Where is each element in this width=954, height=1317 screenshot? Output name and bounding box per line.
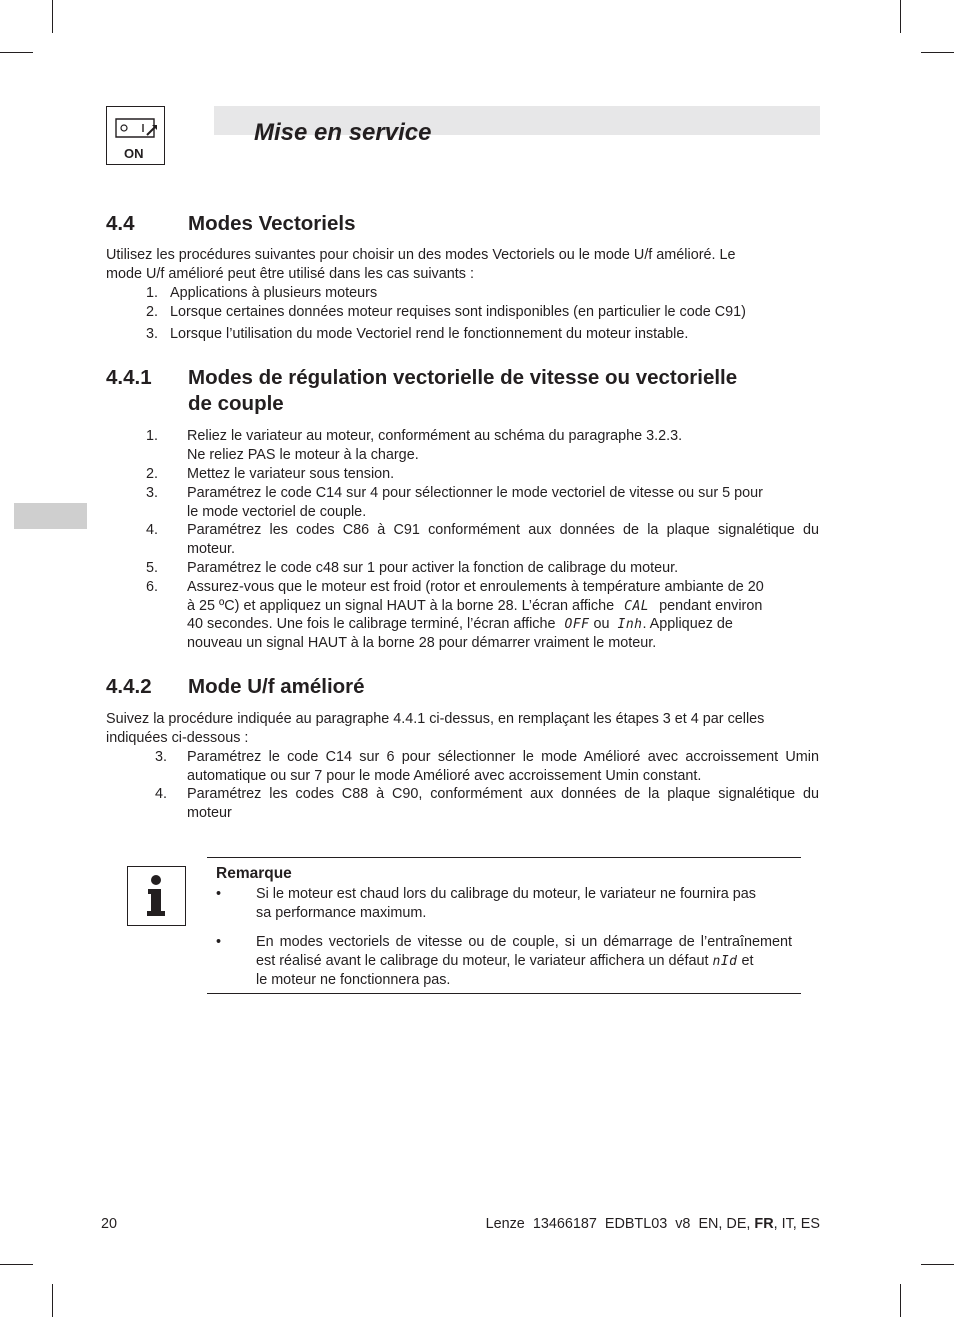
current-language: FR (754, 1216, 774, 1232)
paragraph-line: mode U/f amélioré peut être utilisé dans les cas suivants : (106, 266, 474, 282)
info-icon (127, 866, 186, 926)
bullet: • (216, 934, 222, 950)
languages: , IT, ES (773, 1216, 820, 1232)
crop-mark (52, 1284, 53, 1317)
crop-mark (921, 52, 954, 53)
step-number: 5. (146, 560, 159, 576)
section-number: 4.4.1 (106, 366, 152, 389)
step-text: Paramétrez le code C14 sur 4 pour sélectionner le mode vectoriel de vitesse ou sur 5 pour (187, 485, 763, 501)
crop-mark (0, 52, 33, 53)
brand: Lenze (485, 1216, 525, 1232)
crop-mark (921, 1264, 954, 1265)
step-text: Paramétrez les codes C88 à C90, conformément aux données de la plaque signalétique du (187, 786, 819, 802)
side-tab (14, 503, 87, 529)
power-switch-icon (106, 106, 165, 165)
version: v8 (675, 1216, 691, 1232)
paragraph-line: indiquées ci-dessous : (106, 730, 249, 746)
section-title: Mode U/f amélioré (188, 675, 365, 698)
edition: EDBTL03 (604, 1216, 668, 1232)
page-title: Mise en service (254, 119, 432, 146)
section-number: 4.4.2 (106, 675, 152, 698)
page-number: 20 (101, 1216, 118, 1232)
note-title: Remarque (216, 865, 292, 882)
step-number: 2. (146, 466, 159, 482)
step-text: Ne reliez PAS le moteur à la charge. (187, 447, 419, 463)
bullet: • (216, 886, 222, 902)
crop-mark (900, 0, 901, 33)
note-text: et (741, 953, 754, 969)
step-text: Paramétrez les codes C86 à C91 conformément aux données de la plaque signalétique du (187, 522, 819, 538)
list-number: 1. (146, 285, 159, 301)
step-line (187, 597, 762, 616)
note-line (256, 952, 754, 971)
note-text: le moteur ne fonctionnera pas. (256, 972, 451, 988)
list-number: 2. (146, 304, 159, 320)
step-text: nouveau un signal HAUT à la borne 28 pour démarrer vraiment le moteur. (187, 635, 657, 651)
note-text: Si le moteur est chaud lors du calibrage du moteur, le variateur ne fournira pas (256, 886, 756, 902)
crop-mark (52, 0, 53, 33)
step-number: 6. (146, 579, 159, 595)
step-text: à 25 ºC) et appliquez un signal HAUT à la borne 28. L’écran affiche (187, 598, 615, 614)
note-text: est réalisé avant le calibrage du moteur, le variateur affichera un défaut (256, 953, 709, 969)
step-text: Reliez le variateur au moteur, conformément au schéma du paragraphe 3.2.3. (187, 428, 683, 444)
note-rule-top (207, 857, 801, 858)
step-text: Mettez le variateur sous tension. (187, 466, 395, 482)
step-number: 4. (146, 522, 159, 538)
step-line (187, 615, 733, 634)
crop-mark (900, 1284, 901, 1317)
step-text: 40 secondes. Une fois le calibrage terminé, l’écran affiche (187, 616, 556, 632)
display-code-nid: nId (712, 954, 738, 969)
section-title: de couple (188, 392, 284, 415)
list-item: Lorsque l’utilisation du mode Vectoriel rend le fonctionnement du moteur instable. (170, 326, 689, 342)
section-title: Modes de régulation vectorielle de vitesse ou vectorielle (188, 366, 738, 389)
list-item: Applications à plusieurs moteurs (170, 285, 378, 301)
step-text: moteur (187, 805, 232, 821)
paragraph-line: Suivez la procédure indiquée au paragraphe 4.4.1 ci-dessus, en remplaçant les étapes 3 et 4 par celles (106, 711, 765, 727)
footer-info (486, 1215, 820, 1234)
step-text: Assurez-vous que le moteur est froid (rotor et enroulements à température ambiante de 20 (187, 579, 764, 595)
doc-number: 13466187 (532, 1216, 597, 1232)
step-text: ou (593, 616, 610, 632)
note-rule-bottom (207, 993, 801, 994)
step-text: le mode vectoriel de couple. (187, 504, 367, 520)
icon-label: ON (124, 146, 144, 161)
note-text: En modes vectoriels de vitesse ou de couple, si un démarrage de l’entraînement (256, 934, 792, 950)
note-text: sa performance maximum. (256, 905, 427, 921)
display-code-off: OFF (564, 617, 590, 632)
step-number: 3. (155, 749, 168, 765)
list-item: Lorsque certaines données moteur requises sont indisponibles (en particulier le code C91) (170, 304, 746, 320)
paragraph-line: Utilisez les procédures suivantes pour choisir un des modes Vectoriels ou le mode U/f amélioré. Le (106, 247, 736, 263)
step-text: pendant environ (659, 598, 763, 614)
step-text: Paramétrez le code C14 sur 6 pour sélectionner le mode Amélioré avec accroissement Umin (187, 749, 819, 765)
section-title: Modes Vectoriels (188, 212, 356, 235)
display-code-cal: CAL (624, 599, 650, 614)
step-number: 1. (146, 428, 159, 444)
list-number: 3. (146, 326, 159, 342)
step-text: moteur. (187, 541, 235, 557)
step-text: automatique ou sur 7 pour le mode Amélioré avec accroissement Umin constant. (187, 768, 702, 784)
crop-mark (0, 1264, 33, 1265)
info-glyph (128, 867, 185, 925)
step-number: 3. (146, 485, 159, 501)
display-code-inh: Inh (617, 617, 643, 632)
step-number: 4. (155, 786, 168, 802)
section-number: 4.4 (106, 212, 135, 235)
languages: EN, DE, (698, 1216, 751, 1232)
step-text: Paramétrez le code c48 sur 1 pour activer la fonction de calibrage du moteur. (187, 560, 679, 576)
step-text: . Appliquez de (642, 616, 733, 632)
